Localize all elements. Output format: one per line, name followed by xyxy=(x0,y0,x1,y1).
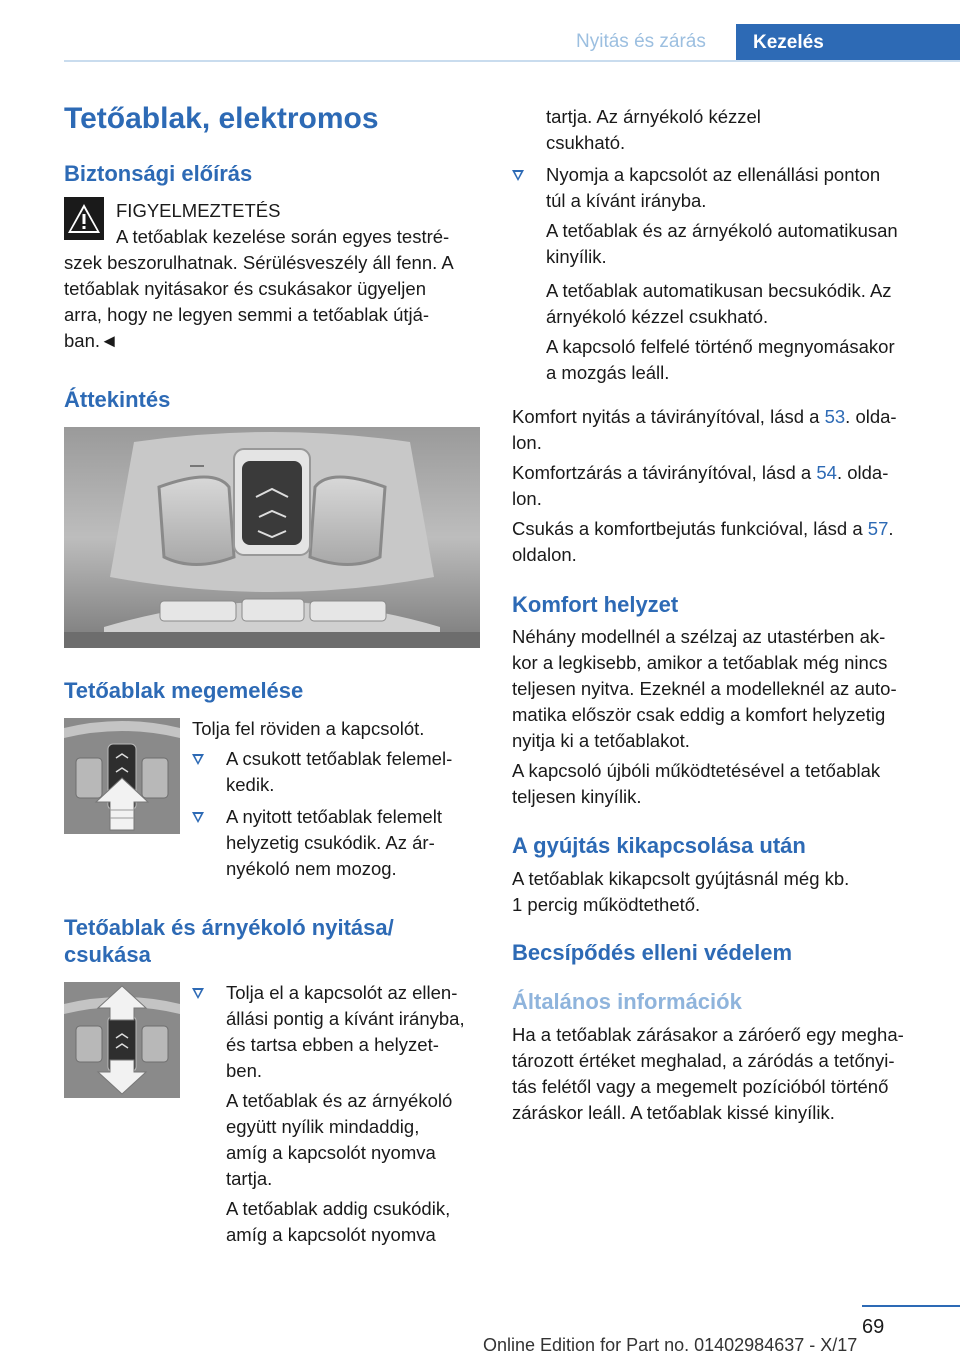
general-line: tás felétől vagy a megemelt pozícióból történő xyxy=(512,1076,889,1097)
pinch-heading: Becsípődés elleni védelem xyxy=(512,940,793,965)
ref-remote-open xyxy=(512,404,897,430)
ref-text: . xyxy=(888,518,894,539)
open-para-line: együtt nyílik mindaddig, xyxy=(226,1116,420,1137)
ref-remote-close xyxy=(512,460,888,486)
header-section-title: Nyitás és zárás xyxy=(576,31,706,52)
cont-line: csukható. xyxy=(546,132,626,153)
lift-item-line: kedik. xyxy=(226,774,275,795)
comfort-line: nyitja ki a tetőablakot. xyxy=(512,730,690,751)
ref-line2: lon. xyxy=(512,432,542,453)
comfort-heading: Komfort helyzet xyxy=(512,592,679,617)
page-title: Tetőablak, elektromos xyxy=(64,102,379,135)
header-rule xyxy=(64,60,960,62)
item-line: Nyomja a kapcsolót az ellenállási ponton xyxy=(546,164,881,185)
edition-footer: Online Edition for Part no. 01402984637 - X/17 xyxy=(483,1335,858,1355)
ref-line2: oldalon. xyxy=(512,544,577,565)
open-item-line: Tolja el a kapcsolót az ellen- xyxy=(226,982,458,1003)
warning-text-line: A tetőablak kezelése során egyes testré- xyxy=(116,226,450,247)
safety-heading: Biztonsági előírás xyxy=(64,161,253,186)
ref-text: Komfortzárás a távirányítóval, lásd a xyxy=(512,462,817,483)
ignition-line: A tetőablak kikapcsolt gyújtásnál még kb. xyxy=(512,868,850,889)
comfort-line: teljesen nyitva. Ezeknél a modelleknél az auto- xyxy=(512,678,897,699)
warning-label: FIGYELMEZTETÉS xyxy=(116,200,281,221)
comfort-line: A kapcsoló újbóli működtetésével a tetőablak xyxy=(512,760,881,781)
lift-switch-illustration xyxy=(64,718,180,834)
bullet-triangle-icon xyxy=(192,812,204,823)
ignition-heading: A gyújtás kikapcsolása után xyxy=(512,833,806,858)
open-switch-illustration xyxy=(64,982,180,1098)
comfort-line: kor a legkisebb, amikor a tetőablak még nincs xyxy=(512,652,888,673)
page-link-54[interactable]: 54 xyxy=(816,462,837,483)
warning-text-line: ban.◄ xyxy=(64,330,119,351)
bullet-triangle-icon xyxy=(192,754,204,765)
comfort-line: teljesen kinyílik. xyxy=(512,786,642,807)
warning-text-line: arra, hogy ne legyen semmi a tetőablak útjá- xyxy=(64,304,430,325)
open-para-line: amíg a kapcsolót nyomva xyxy=(226,1142,436,1163)
open-para-line: A tetőablak és az árnyékoló xyxy=(226,1090,453,1111)
warning-icon xyxy=(64,197,104,240)
open-item-line: és tartsa ebben a helyzet- xyxy=(226,1034,439,1055)
page-link-57[interactable]: 57 xyxy=(867,518,889,539)
open-item-line: állási pontig a kívánt irányba, xyxy=(226,1008,465,1029)
open-heading: Tetőablak és árnyékoló nyitása/ xyxy=(64,915,394,940)
item-para-line: kinyílik. xyxy=(546,246,607,267)
bullet-triangle-icon xyxy=(192,988,204,999)
general-line: tározott értéket meghalad, a záródás a tetőnyi- xyxy=(512,1050,895,1071)
sunroof-switch-photo xyxy=(64,427,480,648)
overview-heading: Áttekintés xyxy=(64,387,171,412)
lift-item-line: A csukott tetőablak felemel- xyxy=(226,748,453,769)
comfort-line: matika először csak eddig a komfort helyzetig xyxy=(512,704,886,725)
open-para-line: tartja. xyxy=(226,1168,273,1189)
lift-item-line: nyékoló nem mozog. xyxy=(226,858,397,879)
item-para-line: A tetőablak és az árnyékoló automatikusan xyxy=(546,220,898,241)
header-chapter-tab: Kezelés xyxy=(736,24,960,62)
item-para-line: árnyékoló kézzel csukható. xyxy=(546,306,769,327)
general-heading: Általános információk xyxy=(512,989,742,1014)
general-line: Ha a tetőablak zárásakor a záróerő egy megha- xyxy=(512,1024,904,1045)
page-link-53[interactable]: 53 xyxy=(824,406,846,427)
open-para-line: amíg a kapcsolót nyomva xyxy=(226,1224,436,1245)
item-para-line: A tetőablak automatikusan becsukódik. Az xyxy=(546,280,892,301)
bullet-triangle-icon xyxy=(512,170,524,181)
item-para-line: a mozgás leáll. xyxy=(546,362,670,383)
lift-item-line: A nyitott tetőablak felemelt xyxy=(226,806,442,827)
ref-text: . olda- xyxy=(845,406,897,427)
item-line: túl a kívánt irányba. xyxy=(546,190,707,211)
page-number: 69 xyxy=(862,1316,885,1338)
warning-text-line: tetőablak nyitásakor és csukásakor ügyeljen xyxy=(64,278,426,299)
ref-comfort-access xyxy=(512,516,894,542)
general-line: záráskor leáll. A tetőablak kissé kinyílik. xyxy=(512,1102,835,1123)
lift-item-line: helyzetig csukódik. Az ár- xyxy=(226,832,435,853)
cont-line: tartja. Az árnyékoló kézzel xyxy=(546,106,761,127)
open-para-line: A tetőablak addig csukódik, xyxy=(226,1198,451,1219)
ref-line2: lon. xyxy=(512,488,542,509)
lift-intro: Tolja fel röviden a kapcsolót. xyxy=(192,718,425,739)
ref-text: Csukás a komfortbejutás funkcióval, lásd a xyxy=(512,518,868,539)
open-item-line: ben. xyxy=(226,1060,263,1081)
warning-text-line: szek beszorulhatnak. Sérülésveszély áll fenn. A xyxy=(64,252,454,273)
lift-heading: Tetőablak megemelése xyxy=(64,678,304,703)
comfort-line: Néhány modellnél a szélzaj az utastérben ak- xyxy=(512,626,886,647)
open-heading: csukása xyxy=(64,942,151,967)
ignition-line: 1 percig működtethető. xyxy=(512,894,701,915)
item-para-line: A kapcsoló felfelé történő megnyomásakor xyxy=(546,336,895,357)
ref-text: . olda- xyxy=(836,462,889,483)
footer-rule xyxy=(862,1305,960,1307)
ref-text: Komfort nyitás a távirányítóval, lásd a xyxy=(512,406,825,427)
